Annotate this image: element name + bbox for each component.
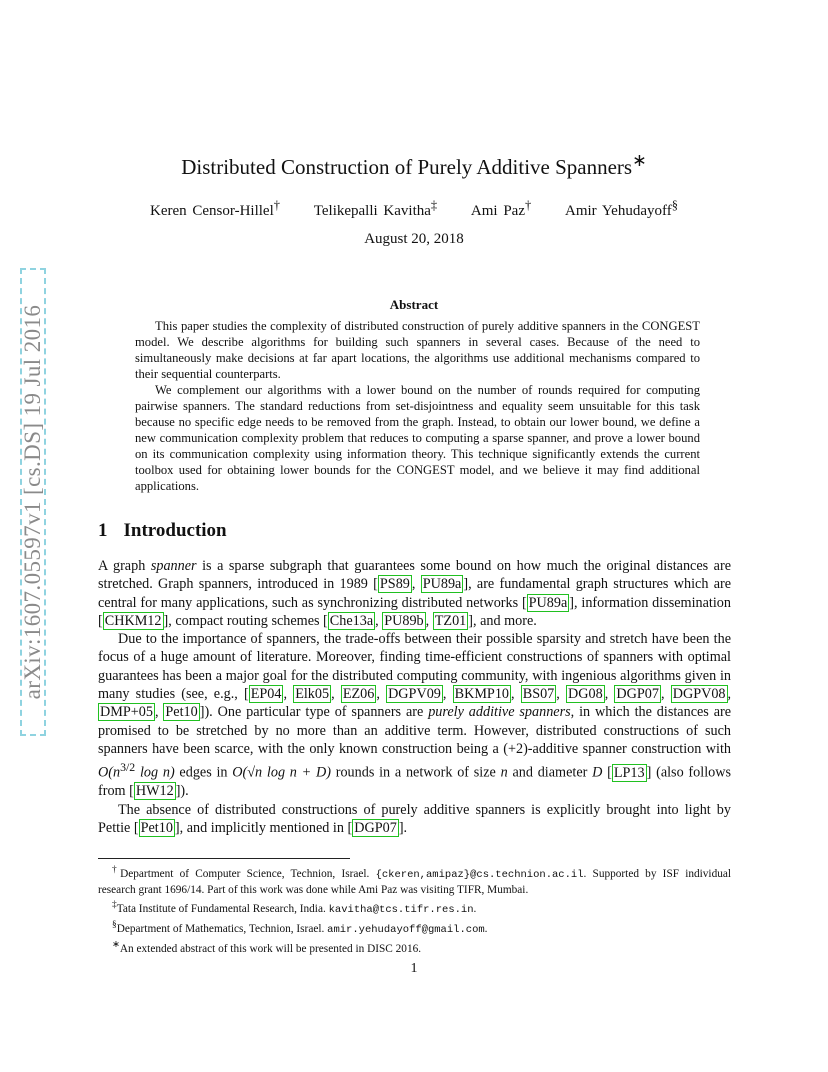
footnote-rule	[98, 858, 350, 859]
abstract	[135, 318, 700, 494]
citation-link[interactable]: PU89a	[528, 594, 568, 611]
citation-link[interactable]: LP13	[613, 765, 645, 781]
citation-link[interactable]: CHKM12	[104, 612, 162, 629]
citation-link[interactable]: BKMP10	[454, 686, 510, 703]
citation-link[interactable]: PU89a	[422, 576, 462, 593]
body-paragraph: Due to the importance of spanners, the trade-offs between their possible sparsity and stretch have been the focus of a huge amount of literature. Moreover, finding time-efficient constructions of spanners with optimal guarantees has been a major goal for the distributed computing community, with ingenious algorithms given in many studies (see, e.g., [ EP04 , Elk05 , EZ06 , DGPV09 , BKMP10 , BS07 , DG08 , DGP07 , DGPV08 , DMP+05 , Pet10 ]). One particular type of spanners are purely additive spanners, in which the distances are promised to be stretched by no more than an additive term. However, distributed constructions of such spanners have been scarce, with the only known construction being a (+2)-additive spanner construction with $O(n^{3/2}$ log n) edges in O(√n log n + D) rounds in a network of size n and diameter D [ LP13 ] (also follows from [ HW12 ]).	[98, 631, 732, 800]
section-number: 1	[98, 520, 108, 541]
citation-link[interactable]: DGP07	[354, 819, 397, 836]
footnote: §Department of Mathematics, Technion, Israel. amir.yehudayoff@gmail.com.	[112, 920, 488, 936]
citation-link[interactable]: EZ06	[342, 686, 375, 703]
citation-link[interactable]: DG08	[568, 686, 603, 703]
arxiv-side-stamp	[20, 268, 46, 736]
introduction-body	[98, 557, 731, 837]
abstract-heading: Abstract	[389, 297, 439, 312]
footnotes	[98, 863, 731, 957]
author-list	[0, 198, 828, 220]
abstract-paragraph: This paper studies the complexity of distributed construction of purely additive spanners in the CONGEST model. We describe algorithms for building such spanners in several cases. Because of the need to simultaneously make decisions at far apart locations, the algorithms use additional mechanisms compared to their sequential counterparts.	[135, 319, 700, 381]
paper-title	[0, 150, 828, 180]
citation-link[interactable]: HW12	[135, 783, 174, 800]
author: Amir Yehudayoff§	[565, 198, 678, 219]
author: Telikepalli Kavitha‡	[313, 198, 438, 219]
body-paragraph: A graph spanner is a sparse subgraph that guarantees some bound on how much the original distances are stretched. Graph spanners, introduced in 1989 [ PS89 , PU89a ], are fundamental graph structures which are central for many applications, such as synchronizing distributed networks [ PU89a ], information dissemination [ CHKM12 ], compact routing schemes [ Che13a , PU89b , TZ01 ], and more.	[98, 558, 732, 629]
citation-link[interactable]: EP04	[250, 686, 282, 703]
citation-link[interactable]: DGPV09	[388, 686, 441, 703]
citation-link[interactable]: Pet10	[165, 704, 198, 721]
email-address: {ckeren,amipaz}@cs.technion.ac.il	[375, 868, 584, 881]
citation-link[interactable]: TZ01	[434, 612, 467, 629]
section-heading	[98, 520, 227, 542]
author: Keren Censor-Hillel†	[150, 198, 280, 219]
page-number: 1	[410, 961, 418, 976]
citation-link[interactable]: BS07	[522, 686, 555, 703]
author: Ami Paz†	[470, 198, 532, 219]
citation-link[interactable]: Elk05	[295, 686, 330, 703]
citation-link[interactable]: PS89	[379, 576, 410, 593]
email-address: amir.yehudayoff@gmail.com	[327, 923, 485, 936]
citation-link[interactable]: DMP+05	[100, 704, 153, 721]
citation-link[interactable]: Che13a	[329, 612, 374, 629]
citation-link[interactable]: DGPV08	[672, 686, 726, 703]
footnote: ‡Tata Institute of Fundamental Research, India. kavitha@tcs.tifr.res.in.	[112, 900, 477, 916]
abstract-paragraph: We complement our algorithms with a lower bound on the number of rounds required for computing pairwise spanners. The standard reductions from set-disjointness and equality seem unsuitable for this task because no specific edge needs to be removed from the graph. Instead, to obtain our lower bound, we define a new communication complexity problem that reduces to computing a sparse spanner, and prove a lower bound on its communication complexity using information theory. This technique significantly extends the current toolbox used for obtaining lower bounds for the CONGEST model, and we believe it may find additional applications.	[135, 383, 700, 493]
email-address: kavitha@tcs.tifr.res.in	[328, 903, 474, 916]
body-paragraph: The absence of distributed constructions of purely additive spanners is explicitly brought into light by Pettie [ Pet10 ], and implicitly mentioned in [ DGP07 ].	[98, 801, 731, 836]
citation-link[interactable]: Pet10	[140, 819, 173, 836]
citation-link[interactable]: DGP07	[616, 686, 659, 703]
title-text: Distributed Construction of Purely Additive Spanners	[181, 155, 633, 179]
footnote: ∗An extended abstract of this work will be presented in DISC 2016.	[112, 940, 422, 955]
title-footnote-mark: ∗	[632, 150, 647, 170]
arxiv-identifier: arXiv:1607.05597v1 [cs.DS] 19 Jul 2016	[20, 304, 45, 700]
footnote: †Department of Computer Science, Technion, Israel. {ckeren,amipaz}@cs.technion.ac.il. Supported by ISF individual research grant 1696/14. Part of this work was done while Ami Paz was visiting TIFR, Mumbai.	[98, 865, 732, 896]
section-title: Introduction	[123, 520, 227, 541]
citation-link[interactable]: PU89b	[384, 612, 424, 629]
paper-date: August 20, 2018	[364, 231, 464, 247]
